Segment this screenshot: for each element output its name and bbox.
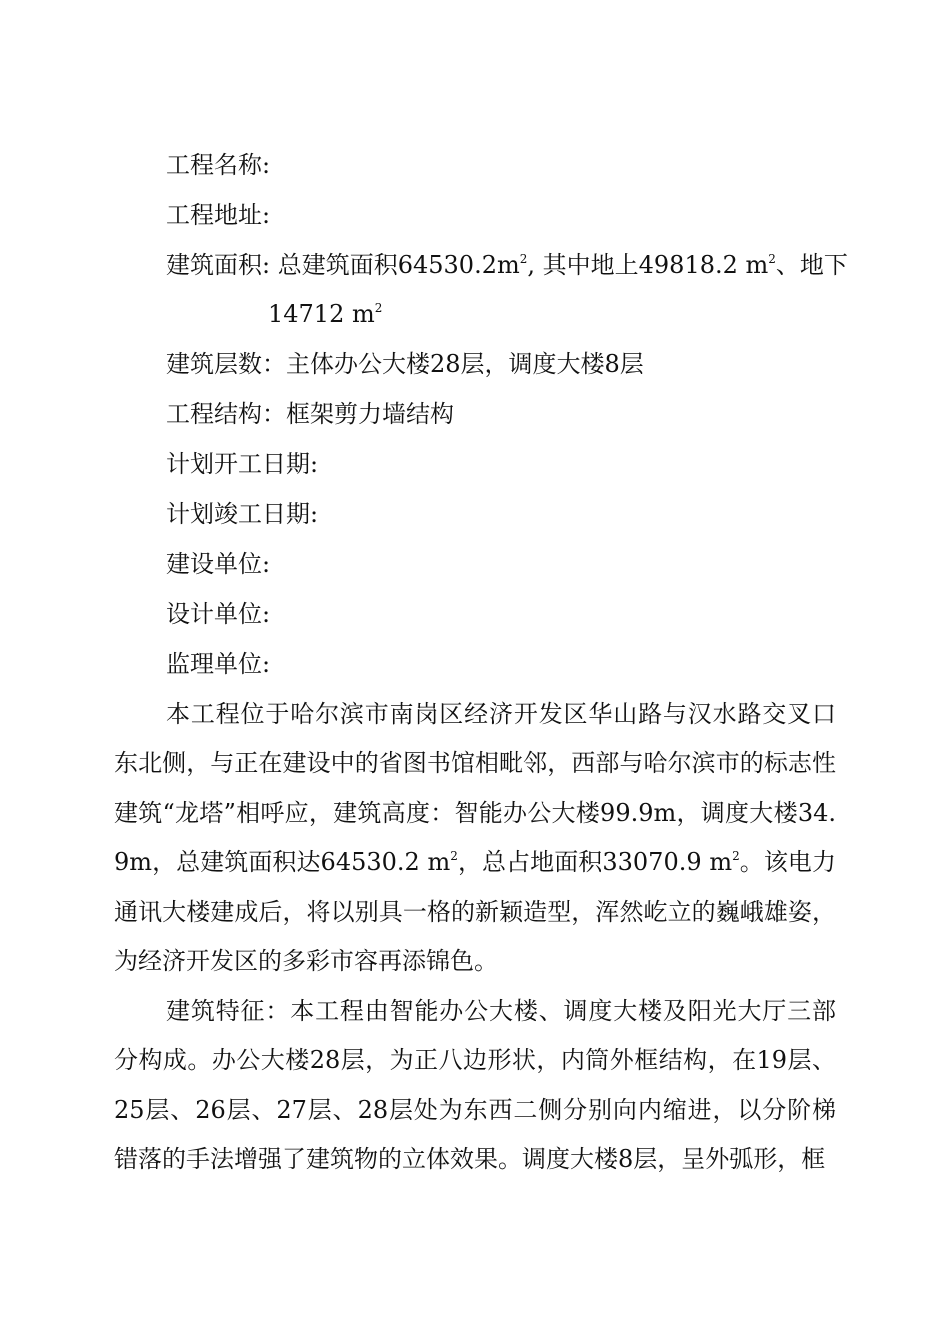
project-address-field: 工程地址: [166,201,271,229]
supervisor-field: 监理单位: [166,650,271,678]
start-date-field: 计划开工日期: [166,450,319,478]
superscript: 2 [519,252,528,266]
building-features-paragraph: 建筑特征：本工程由智能办公大楼、调度大楼及阳光大厅三部分构成。办公大楼28层，为正八边形状，内筒外框结构，在19层、25层、26层、27层、28层处为东西二侧分别向内缩进，以分阶梯错落的手法增强了建筑物的立体效果。调度大楼8层，呈外弧形，框 [114,997,836,1174]
superscript: 2 [732,849,740,864]
building-area-above: , 其中地上49818.2 m [527,251,769,279]
building-area-field [166,249,848,281]
building-area-label: 建筑面积: [166,251,271,279]
finish-date-field: 计划竣工日期: [166,500,319,528]
project-name-field: 工程名称: [166,151,271,179]
overview-text-3: 。该电力通讯大楼建成后，将以别具一格的新颖造型，浑然屹立的巍峨雄姿，为经济开发区的多彩市容再添锦色。 [114,848,836,976]
structure-field: 工程结构：框架剪力墙结构 [166,400,454,428]
building-area-below: 14712 m [268,300,375,328]
building-area-total: 总建筑面积64530.2m [277,251,520,279]
overview-text-2: ，总占地面积33070.9 m [457,848,733,877]
designer-field: 设计单位: [166,600,271,628]
superscript: 2 [450,849,458,864]
superscript: 2 [374,301,383,315]
floors-field: 建筑层数：主体办公大楼28层，调度大楼8层 [166,350,644,378]
building-area-below-label: 、地下 [775,251,848,279]
project-overview-paragraph [114,690,836,986]
owner-field: 建设单位: [166,550,271,578]
building-area-continuation [268,298,382,330]
superscript: 2 [768,252,776,266]
overview-text-1: 本工程位于哈尔滨市南岗区经济开发区华山路与汉水路交叉口东北侧，与正在建设中的省图书馆相毗邻，西部与哈尔滨市的标志性建筑“龙塔”相呼应，建筑高度：智能办公大楼99.9m，调度大楼34.9m，总建筑面积达64530.2 m [114,700,836,877]
